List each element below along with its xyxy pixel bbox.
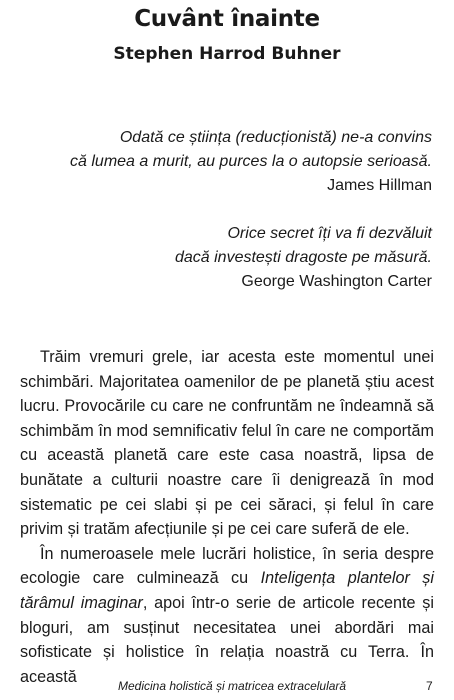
epigraph-attribution: James Hillman [327,177,432,194]
epigraph-line: că lumea a murit, au purces la o autopsie serioasă. [70,153,432,170]
epigraph-carter [175,222,432,294]
epigraph-line: Orice secret îți va fi dezvăluit [227,225,432,242]
epigraph-attribution: George Washington Carter [241,273,432,290]
chapter-title: Cuvânt înainte [134,6,320,32]
running-footer-title: Medicina holistică și matricea extracelulară [118,679,347,693]
epigraph-line: dacă investești dragoste pe măsură. [174,249,432,266]
epigraph-hillman [70,126,432,198]
body-text [20,345,434,689]
paragraph-text: , apoi într-o serie de articole recente și bloguri, am susținut necesitatea unei abordări mai sofisticate și holistice în relația noastră cu Terra. În această [20,593,434,686]
page-number: 7 [426,679,433,693]
chapter-author: Stephen Harrod Buhner [113,44,341,64]
paragraph: Trăim vremuri grele, iar acesta este momentul unei schimbări. Majoritatea oamenilor de pe planetă știu acest lucru. Provocările cu care ne confruntăm ne îndeamnă să schimbăm în mod semnificativ felul în care ne comportăm cu această planetă care este casa noastră, lipsa de bunătate a culturii noastre care îi denigrează în mod sistematic pe cei slabi și pe cei săraci, și felul în care privim și tratăm afecțiunile și pe cei care suferă de ele. [20,348,434,539]
epigraph-line: Odată ce știința (reducționistă) ne-a convins [119,129,432,146]
paragraph-text: În numeroasele mele lucrări holistice, în seria despre ecologie care culminează cu [20,544,434,588]
book-title-reference: Inteligența plantelor și tărâmul imaginar [20,569,434,612]
paragraph [20,542,434,690]
